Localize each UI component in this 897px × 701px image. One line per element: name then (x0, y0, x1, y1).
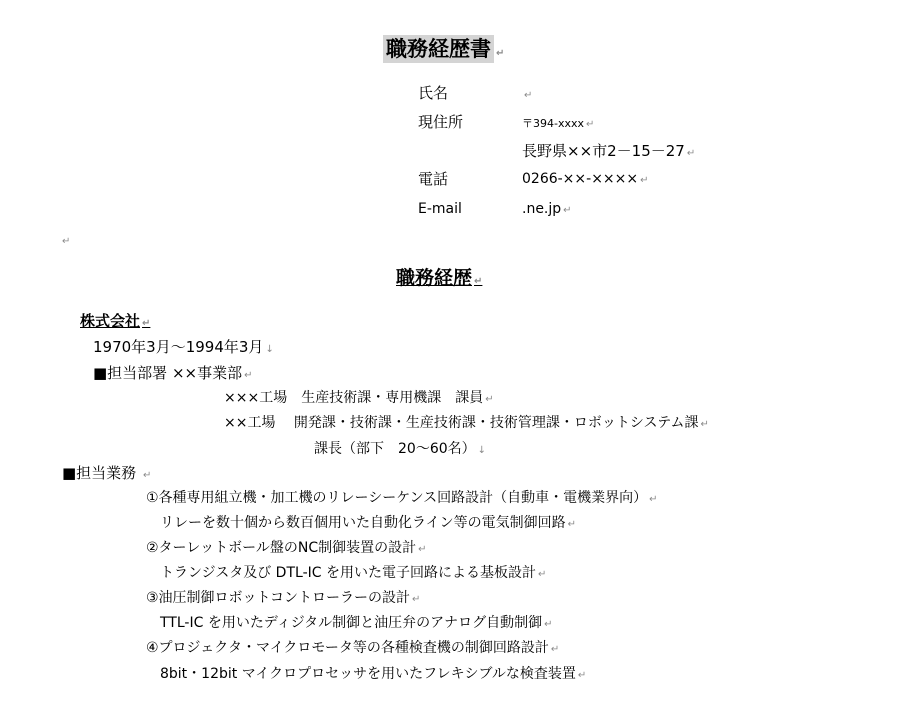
paragraph-mark: ↵ (142, 470, 152, 481)
postal-code-line (522, 118, 594, 130)
paragraph-mark: ↵ (563, 205, 572, 216)
phone-label: 電話 (418, 170, 449, 188)
assignment-text: 課長（部下 20～60名） (314, 441, 476, 457)
paragraph-mark: ↵ (496, 48, 505, 59)
department-line (93, 366, 253, 381)
paragraph-mark: ↵ (474, 276, 483, 287)
name-value-line (522, 86, 532, 101)
phone-value: 0266-××-×××× (522, 171, 639, 187)
paragraph-mark: ↵ (640, 175, 649, 186)
paragraph-mark: ↵ (524, 90, 533, 101)
paragraph-mark: ↵ (550, 644, 560, 655)
duty-detail: TTL-IC を用いたディジタル制御と油圧弁のアナログ自動制御 (160, 615, 543, 631)
address-value: 長野県××市2－15－27 (522, 142, 685, 160)
line-break-mark: ↓ (265, 344, 274, 355)
duty-detail: リレーを数十個から数百個用いた自動化ライン等の電気制御回路 (160, 515, 566, 531)
phone-value-line (522, 172, 649, 186)
document-title-line (383, 39, 504, 60)
assignment-line (224, 391, 494, 405)
paragraph-mark: ↵ (544, 619, 553, 630)
paragraph-mark: ↵ (686, 148, 696, 159)
department-label: ■担当部署 (93, 364, 168, 382)
assignment-text: ××工場 開発課・技術課・生産技術課・技術管理課・ロボットシステム課 (224, 415, 699, 431)
duty-title-line (146, 541, 427, 555)
employment-period-line (93, 340, 274, 355)
duty-title: ④プロジェクタ・マイクロモータ等の各種検査機の制御回路設計 (146, 640, 549, 656)
duties-label: ■担当業務 (62, 464, 137, 482)
duty-detail-line (160, 616, 553, 630)
paragraph-mark: ↵ (485, 394, 494, 405)
assignment-line (314, 442, 486, 456)
department-value: ××事業部 (171, 364, 243, 382)
postal-code: 〒394-xxxx (522, 117, 585, 130)
paragraph-mark: ↵ (244, 370, 253, 381)
email-value: .ne.jp (522, 201, 562, 217)
paragraph-mark: ↵ (62, 236, 71, 247)
duty-detail: 8bit・12bit マイクロプロセッサを用いたフレキシブルな検査装置 (160, 666, 576, 682)
duty-title-line (146, 591, 420, 605)
name-label: 氏名 (418, 84, 449, 102)
email-label: E-mail (418, 201, 462, 217)
address-label: 現住所 (418, 113, 464, 131)
document-title: 職務経歴書 (383, 35, 494, 63)
section-heading-line (396, 269, 482, 288)
duty-detail-line (160, 516, 576, 530)
address-value-line (522, 144, 695, 159)
company-line (80, 314, 150, 329)
assignment-line (224, 416, 709, 430)
company-name: 株式会社 (80, 312, 141, 330)
paragraph-mark: ↵ (418, 544, 427, 555)
duty-title: ③油圧制御ロボットコントローラーの設計 (146, 590, 410, 606)
line-break-mark: ↓ (477, 445, 487, 456)
duty-detail-line (160, 566, 546, 580)
paragraph-mark: ↵ (700, 419, 709, 430)
assignment-text: ×××工場 生産技術課・専用機課 課員 (224, 390, 484, 406)
paragraph-mark: ↵ (537, 569, 547, 580)
duty-title-line (146, 641, 559, 655)
duty-title: ①各種専用組立機・加工機のリレーシーケンス回路設計（自動車・電機業界向） (146, 490, 648, 506)
duty-detail: トランジスタ及び DTL-IC を用いた電子回路による基板設計 (160, 565, 536, 581)
paragraph-mark: ↵ (142, 318, 151, 329)
empty-paragraph (60, 231, 70, 247)
duty-detail-line (160, 667, 586, 681)
paragraph-mark: ↵ (412, 594, 421, 605)
paragraph-mark: ↵ (649, 494, 658, 505)
employment-period: 1970年3月～1994年3月 (93, 338, 264, 356)
paragraph-mark: ↵ (577, 670, 587, 681)
duty-title-line (146, 491, 658, 505)
email-value-line (522, 202, 572, 216)
paragraph-mark: ↵ (586, 119, 595, 130)
section-heading: 職務経歴 (396, 267, 473, 289)
paragraph-mark: ↵ (567, 519, 576, 530)
duty-title: ②ターレットボール盤のNC制御装置の設計 (146, 540, 417, 556)
duties-label-line (62, 466, 151, 481)
